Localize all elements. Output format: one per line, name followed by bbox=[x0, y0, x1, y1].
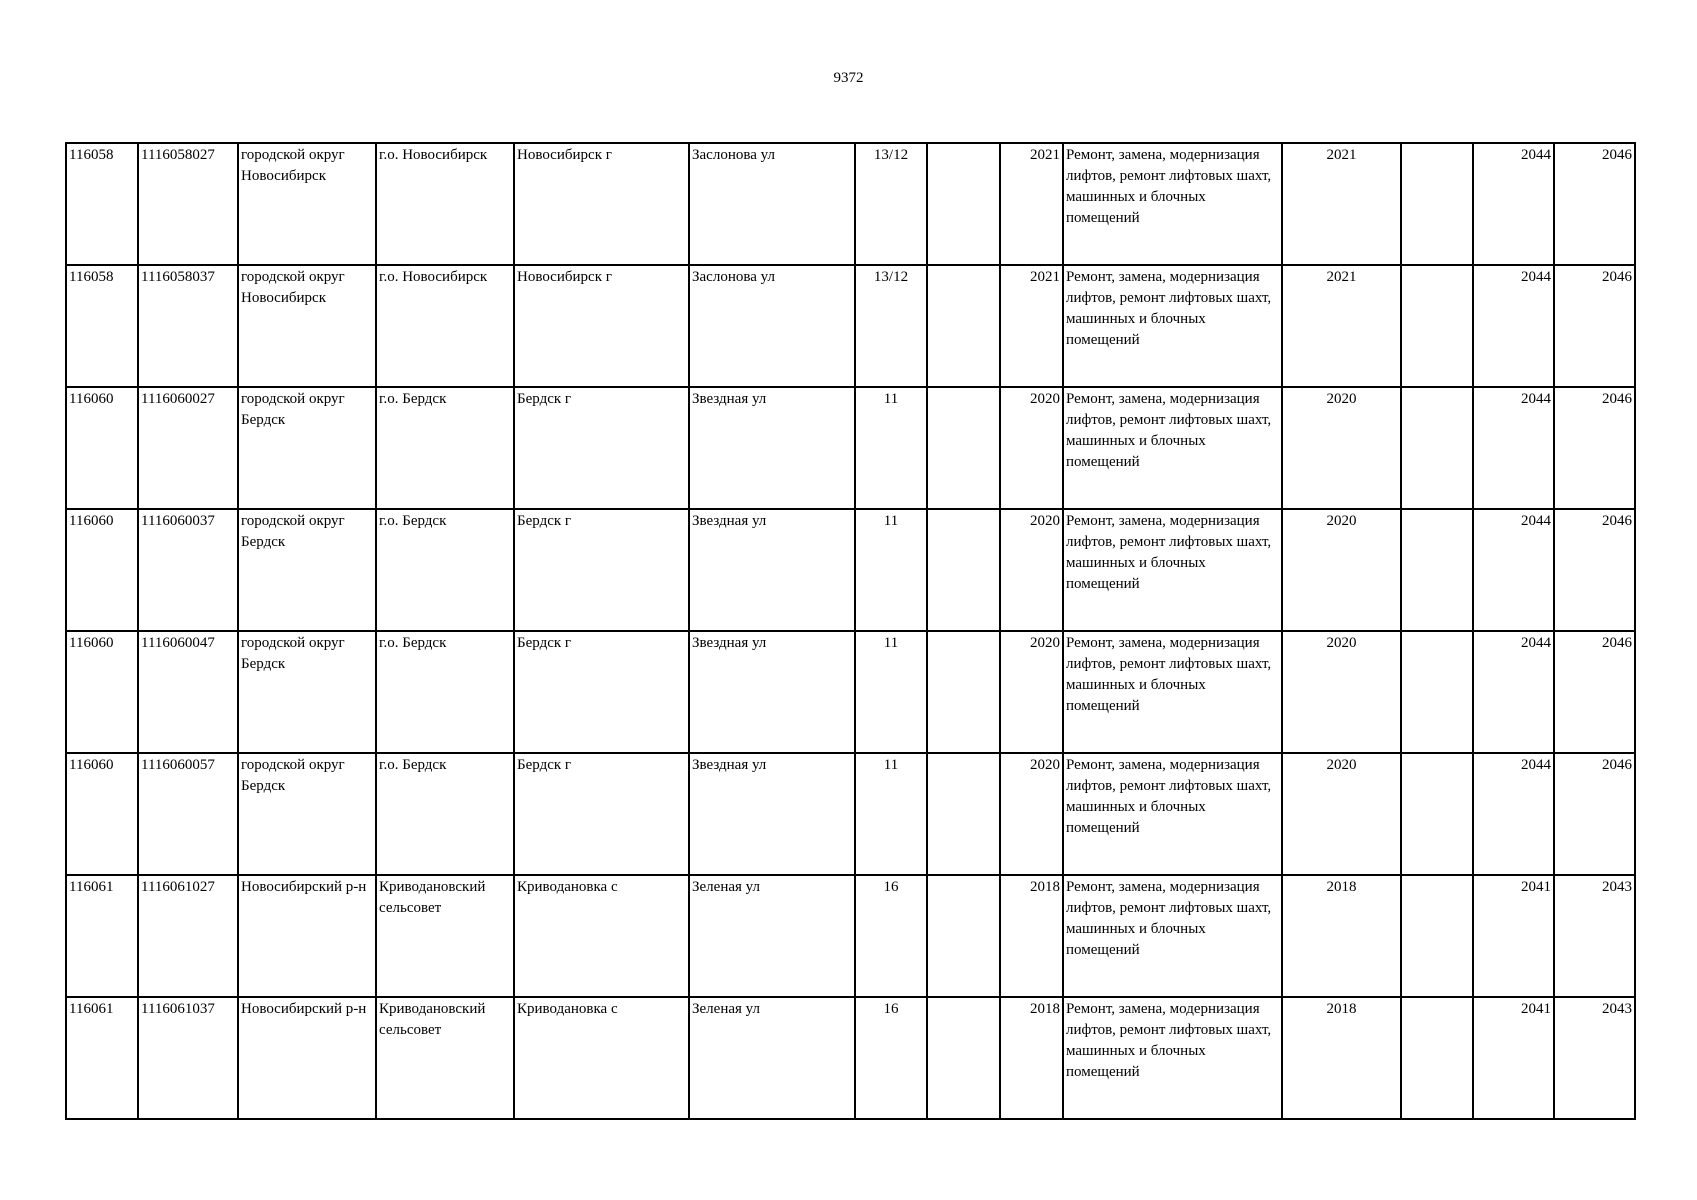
cell-region-code: 116061 bbox=[66, 875, 138, 997]
cell-object-code: 1116061027 bbox=[138, 875, 238, 997]
cell-region-code: 116061 bbox=[66, 997, 138, 1119]
table-row bbox=[66, 631, 1635, 753]
cell-next-end-year: 2046 bbox=[1554, 265, 1635, 387]
cell-plan-year: 2018 bbox=[1282, 875, 1401, 997]
cell-work-description: Ремонт, замена, модернизация лифтов, ремонт лифтовых шахт, машинных и блочных помещений bbox=[1063, 509, 1282, 631]
cell-settlement: г.о. Бердск bbox=[376, 753, 514, 875]
cell-work-description: Ремонт, замена, модернизация лифтов, ремонт лифтовых шахт, машинных и блочных помещений bbox=[1063, 875, 1282, 997]
cell-empty-field bbox=[1401, 997, 1473, 1119]
cell-next-end-year: 2046 bbox=[1554, 387, 1635, 509]
cell-next-start-year: 2044 bbox=[1473, 387, 1554, 509]
cell-street: Звездная ул bbox=[689, 631, 855, 753]
cell-building bbox=[927, 265, 1000, 387]
cell-work-description: Ремонт, замена, модернизация лифтов, ремонт лифтовых шахт, машинных и блочных помещений bbox=[1063, 265, 1282, 387]
cell-empty-field bbox=[1401, 875, 1473, 997]
cell-locality: Криводановка с bbox=[514, 997, 689, 1119]
cell-municipality: городской округ Новосибирск bbox=[238, 265, 376, 387]
table-row bbox=[66, 997, 1635, 1119]
cell-next-start-year: 2044 bbox=[1473, 509, 1554, 631]
cell-locality: Новосибирск г bbox=[514, 265, 689, 387]
cell-house-number: 13/12 bbox=[855, 143, 927, 265]
cell-object-code: 1116060057 bbox=[138, 753, 238, 875]
cell-work-description: Ремонт, замена, модернизация лифтов, ремонт лифтовых шахт, машинных и блочных помещений bbox=[1063, 387, 1282, 509]
page-number: 9372 bbox=[833, 70, 864, 86]
cell-settlement: Криводановский сельсовет bbox=[376, 997, 514, 1119]
cell-street: Звездная ул bbox=[689, 753, 855, 875]
cell-next-start-year: 2044 bbox=[1473, 265, 1554, 387]
cell-settlement: г.о. Бердск bbox=[376, 387, 514, 509]
cell-next-end-year: 2046 bbox=[1554, 509, 1635, 631]
cell-next-end-year: 2046 bbox=[1554, 753, 1635, 875]
cell-house-number: 16 bbox=[855, 875, 927, 997]
cell-empty-field bbox=[1401, 631, 1473, 753]
cell-locality: Бердск г bbox=[514, 387, 689, 509]
cell-municipality: городской округ Бердск bbox=[238, 631, 376, 753]
table-row bbox=[66, 387, 1635, 509]
cell-building bbox=[927, 753, 1000, 875]
cell-empty-field bbox=[1401, 509, 1473, 631]
cell-building bbox=[927, 387, 1000, 509]
cell-settlement: г.о. Бердск bbox=[376, 509, 514, 631]
cell-object-code: 1116058027 bbox=[138, 143, 238, 265]
cell-next-end-year: 2046 bbox=[1554, 631, 1635, 753]
cell-empty-field bbox=[1401, 143, 1473, 265]
cell-empty-field bbox=[1401, 387, 1473, 509]
cell-work-description: Ремонт, замена, модернизация лифтов, ремонт лифтовых шахт, машинных и блочных помещений bbox=[1063, 753, 1282, 875]
cell-street: Заслонова ул bbox=[689, 265, 855, 387]
cell-house-number: 11 bbox=[855, 387, 927, 509]
cell-plan-year: 2020 bbox=[1282, 509, 1401, 631]
cell-region-code: 116060 bbox=[66, 631, 138, 753]
cell-work-description: Ремонт, замена, модернизация лифтов, ремонт лифтовых шахт, машинных и блочных помещений bbox=[1063, 143, 1282, 265]
cell-work-description: Ремонт, замена, модернизация лифтов, ремонт лифтовых шахт, машинных и блочных помещений bbox=[1063, 997, 1282, 1119]
cell-work-description: Ремонт, замена, модернизация лифтов, ремонт лифтовых шахт, машинных и блочных помещений bbox=[1063, 631, 1282, 753]
cell-building bbox=[927, 509, 1000, 631]
cell-municipality: Новосибирский р-н bbox=[238, 997, 376, 1119]
cell-next-end-year: 2046 bbox=[1554, 143, 1635, 265]
cell-building bbox=[927, 875, 1000, 997]
cell-region-code: 116060 bbox=[66, 387, 138, 509]
cell-house-number: 16 bbox=[855, 997, 927, 1119]
cell-empty-field bbox=[1401, 265, 1473, 387]
cell-settlement: г.о. Новосибирск bbox=[376, 265, 514, 387]
cell-work-year: 2021 bbox=[1000, 143, 1063, 265]
cell-object-code: 1116060047 bbox=[138, 631, 238, 753]
table-row bbox=[66, 875, 1635, 997]
cell-locality: Новосибирск г bbox=[514, 143, 689, 265]
cell-region-code: 116058 bbox=[66, 265, 138, 387]
cell-house-number: 11 bbox=[855, 753, 927, 875]
cell-settlement: г.о. Бердск bbox=[376, 631, 514, 753]
cell-region-code: 116060 bbox=[66, 509, 138, 631]
cell-plan-year: 2020 bbox=[1282, 631, 1401, 753]
cell-plan-year: 2020 bbox=[1282, 387, 1401, 509]
table-row bbox=[66, 143, 1635, 265]
cell-municipality: городской округ Новосибирск bbox=[238, 143, 376, 265]
cell-next-start-year: 2044 bbox=[1473, 631, 1554, 753]
cell-plan-year: 2020 bbox=[1282, 753, 1401, 875]
cell-region-code: 116058 bbox=[66, 143, 138, 265]
cell-locality: Криводановка с bbox=[514, 875, 689, 997]
cell-street: Зеленая ул bbox=[689, 997, 855, 1119]
cell-locality: Бердск г bbox=[514, 753, 689, 875]
cell-building bbox=[927, 997, 1000, 1119]
cell-work-year: 2018 bbox=[1000, 875, 1063, 997]
cell-work-year: 2020 bbox=[1000, 387, 1063, 509]
cell-empty-field bbox=[1401, 753, 1473, 875]
cell-municipality: Новосибирский р-н bbox=[238, 875, 376, 997]
cell-plan-year: 2021 bbox=[1282, 143, 1401, 265]
cell-work-year: 2018 bbox=[1000, 997, 1063, 1119]
cell-building bbox=[927, 631, 1000, 753]
cell-next-start-year: 2041 bbox=[1473, 875, 1554, 997]
cell-object-code: 1116058037 bbox=[138, 265, 238, 387]
register-table bbox=[65, 142, 1636, 1120]
cell-house-number: 11 bbox=[855, 631, 927, 753]
table-row bbox=[66, 753, 1635, 875]
cell-settlement: г.о. Новосибирск bbox=[376, 143, 514, 265]
cell-street: Зеленая ул bbox=[689, 875, 855, 997]
cell-plan-year: 2018 bbox=[1282, 997, 1401, 1119]
cell-next-start-year: 2044 bbox=[1473, 753, 1554, 875]
cell-work-year: 2020 bbox=[1000, 509, 1063, 631]
cell-next-end-year: 2043 bbox=[1554, 997, 1635, 1119]
register-table-body bbox=[66, 143, 1635, 1119]
cell-work-year: 2020 bbox=[1000, 753, 1063, 875]
cell-house-number: 13/12 bbox=[855, 265, 927, 387]
table-row bbox=[66, 265, 1635, 387]
cell-municipality: городской округ Бердск bbox=[238, 509, 376, 631]
cell-object-code: 1116061037 bbox=[138, 997, 238, 1119]
cell-next-end-year: 2043 bbox=[1554, 875, 1635, 997]
cell-street: Звездная ул bbox=[689, 387, 855, 509]
cell-plan-year: 2021 bbox=[1282, 265, 1401, 387]
cell-street: Заслонова ул bbox=[689, 143, 855, 265]
cell-object-code: 1116060037 bbox=[138, 509, 238, 631]
table-row bbox=[66, 509, 1635, 631]
cell-house-number: 11 bbox=[855, 509, 927, 631]
cell-region-code: 116060 bbox=[66, 753, 138, 875]
cell-object-code: 1116060027 bbox=[138, 387, 238, 509]
cell-work-year: 2020 bbox=[1000, 631, 1063, 753]
cell-locality: Бердск г bbox=[514, 631, 689, 753]
cell-next-start-year: 2041 bbox=[1473, 997, 1554, 1119]
cell-settlement: Криводановский сельсовет bbox=[376, 875, 514, 997]
cell-next-start-year: 2044 bbox=[1473, 143, 1554, 265]
cell-municipality: городской округ Бердск bbox=[238, 387, 376, 509]
cell-work-year: 2021 bbox=[1000, 265, 1063, 387]
cell-street: Звездная ул bbox=[689, 509, 855, 631]
cell-municipality: городской округ Бердск bbox=[238, 753, 376, 875]
cell-building bbox=[927, 143, 1000, 265]
cell-locality: Бердск г bbox=[514, 509, 689, 631]
